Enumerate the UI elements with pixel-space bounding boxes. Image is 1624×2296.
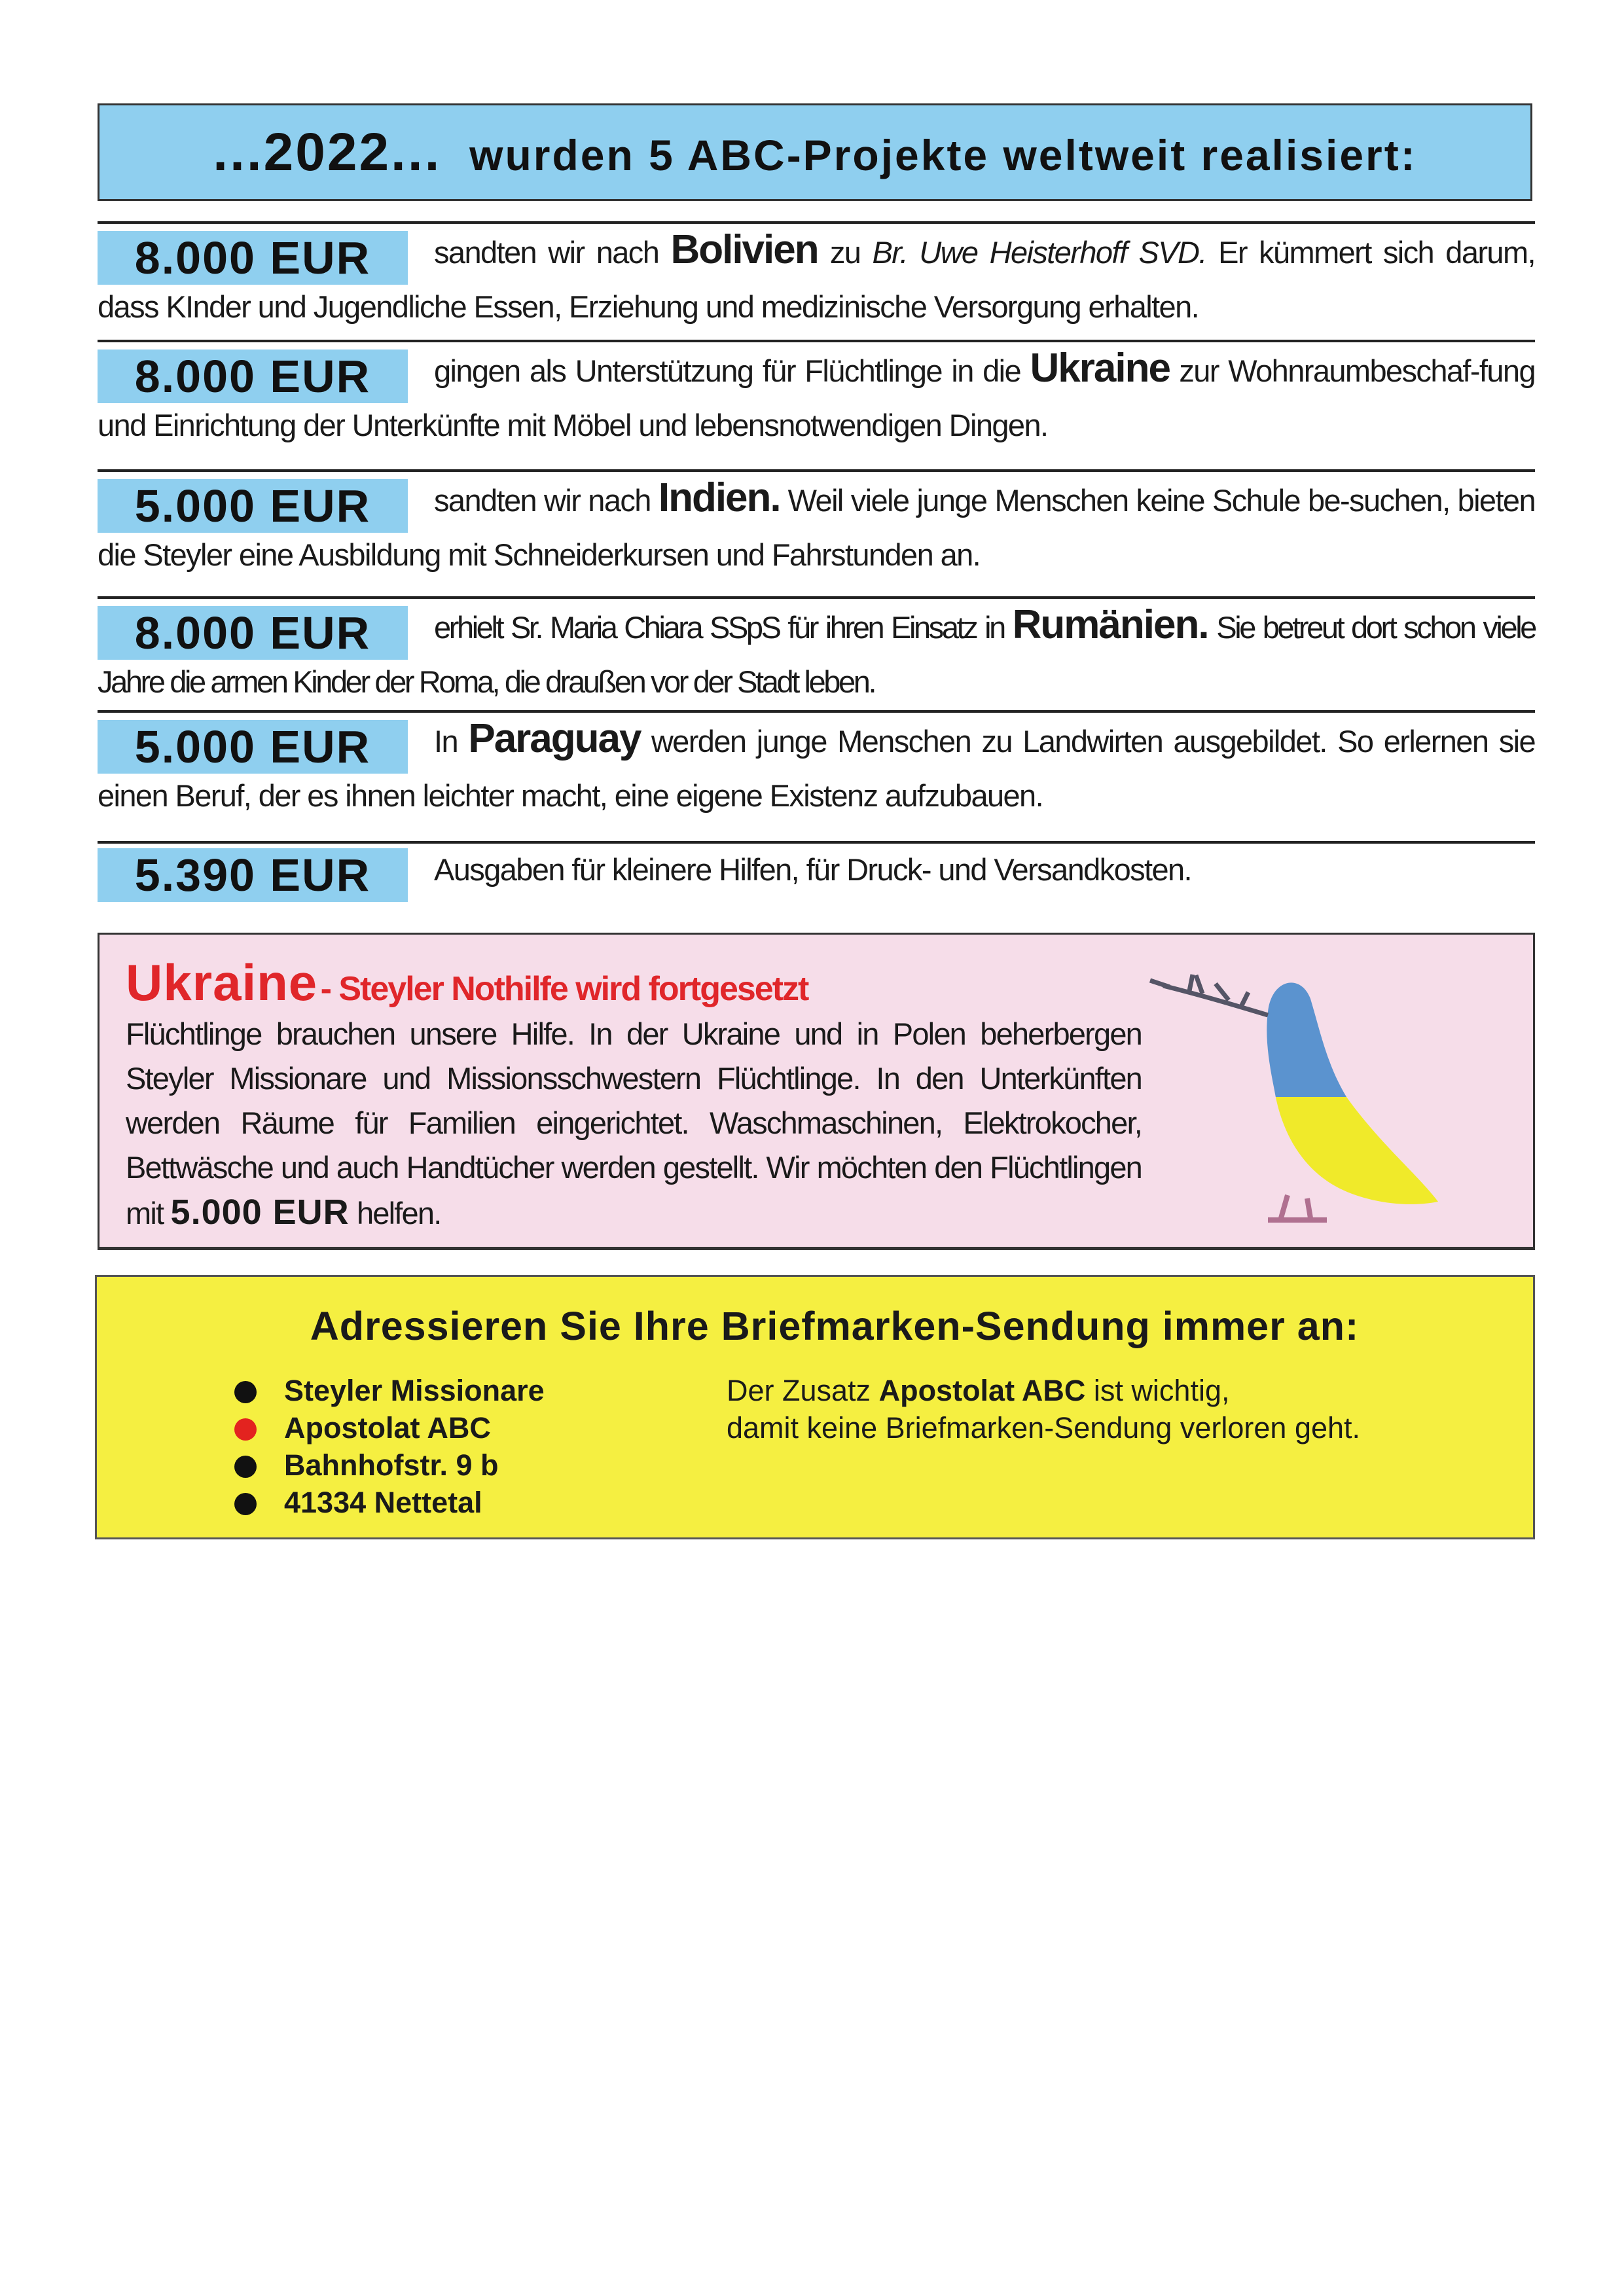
project-row: [98, 469, 1535, 577]
text: Weil viele junge Menschen keine Schule be-suchen, bieten die Steyler eine Ausbildung mit Schneiderkursen und Fahrstunden an.: [98, 483, 1535, 572]
project-row: [98, 841, 1535, 902]
amount-badge: 8.000 EUR: [98, 350, 408, 403]
header-year: ...2022...: [213, 122, 442, 182]
text: Br. Uwe Heisterhoff SVD.: [872, 235, 1206, 270]
text: zu: [829, 235, 861, 270]
text: Sie betreut dort schon viele Jahre die armen Kinder der Roma, die draußen vor der Stadt leben.: [98, 610, 1535, 699]
text: Er kümmert sich darum, dass KInder und Jugendliche Essen, Erziehung und medizinische Versorgung erhalten.: [98, 235, 1535, 324]
address-line: [234, 1372, 545, 1409]
text: erhielt Sr. Maria Chiara SSpS für ihren Einsatz in: [434, 610, 1004, 645]
text: Steyler Missionare: [284, 1374, 545, 1407]
text: werden junge Menschen zu Landwirten ausgebildet. So erlernen sie einen Beruf, der es ihnen leichter macht, eine eigene Existenz aufzubauen.: [98, 724, 1535, 813]
ukraine-title: [126, 953, 808, 1013]
subtitle: - Steyler Nothilfe wird fortgesetzt: [320, 970, 808, 1008]
ukraine-box: [98, 933, 1535, 1250]
text: Apostolat ABC: [878, 1374, 1086, 1407]
project-row: [98, 596, 1535, 704]
text: Der Zusatz: [727, 1374, 871, 1407]
text: Ausgaben für kleinere Hilfen, für Druck- und Versandkosten.: [434, 852, 1191, 887]
title: Ukraine: [126, 954, 318, 1011]
country: Indien.: [658, 475, 780, 520]
text: sandten wir nach: [434, 483, 651, 518]
text: Flüchtlinge brauchen unsere Hilfe. In der Ukraine und in Polen beherbergen Steyler Missionare und Missionsschwestern Flüchtlinge. In den Unterkünften werden Räume für Familien eingerichtet. Waschmaschinen, Elektrokocher, Bettwäsche und auch Handtücher werden gestellt. Wir möchten den Flüchtlingen mit: [126, 1016, 1142, 1230]
project-row: [98, 340, 1535, 448]
ukraine-body: [126, 1012, 1142, 1236]
bullet-icon: [234, 1418, 257, 1441]
text: ist wichtig,: [1093, 1374, 1230, 1407]
peace-dove-icon: [1130, 960, 1589, 1247]
address-line: [234, 1484, 545, 1521]
country: Bolivien: [670, 227, 818, 272]
amount-badge: 5.000 EUR: [98, 720, 408, 774]
address-heading: Adressieren Sie Ihre Briefmarken-Sendung immer an:: [310, 1304, 1360, 1348]
address-note: [727, 1372, 1360, 1446]
bullet-icon: [234, 1493, 257, 1515]
amount: 5.000 EUR: [170, 1193, 350, 1232]
amount-badge: 5.390 EUR: [98, 848, 408, 902]
project-row: [98, 710, 1535, 818]
address-list: [234, 1372, 545, 1521]
amount-badge: 8.000 EUR: [98, 606, 408, 660]
text: 41334 Nettetal: [284, 1486, 482, 1519]
project-row: [98, 221, 1535, 329]
text: gingen als Unterstützung für Flüchtlinge in die: [434, 353, 1021, 388]
text: sandten wir nach: [434, 235, 659, 270]
bullet-icon: [234, 1381, 257, 1403]
address-box: [95, 1275, 1535, 1539]
country: Ukraine: [1030, 346, 1170, 391]
text: Apostolat ABC: [284, 1411, 491, 1444]
header-title: wurden 5 ABC-Projekte weltweit realisiert:: [469, 130, 1417, 179]
text: In: [434, 724, 458, 759]
text: helfen.: [356, 1196, 441, 1230]
page-header: [98, 103, 1532, 201]
amount-badge: 8.000 EUR: [98, 231, 408, 285]
bullet-icon: [234, 1456, 257, 1478]
address-line: [234, 1446, 545, 1484]
country: Paraguay: [468, 716, 641, 761]
text: zur Wohnraumbeschaf-fung und Einrichtung der Unterkünfte mit Möbel und lebensnotwendigen Dingen.: [98, 353, 1535, 442]
text: Bahnhofstr. 9 b: [284, 1448, 499, 1482]
country: Rumänien.: [1012, 602, 1208, 647]
amount-badge: 5.000 EUR: [98, 479, 408, 533]
address-line: [234, 1409, 545, 1446]
text: damit keine Briefmarken-Sendung verloren geht.: [727, 1411, 1361, 1444]
